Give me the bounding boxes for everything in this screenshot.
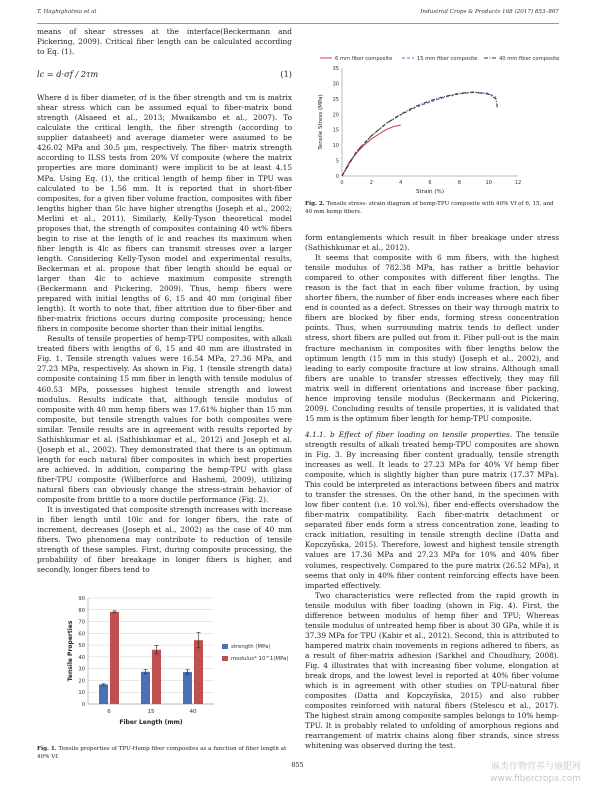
paragraph: means of shear stresses at the interface(Beckermann and Pickering, 2009). Critical fiber length can be calculated according to Eq. (1). <box>37 27 292 57</box>
right-column <box>305 233 559 751</box>
x-tick-label: 0 <box>340 180 344 186</box>
y-tick-label: 80 <box>78 607 85 614</box>
legend-label: strength (MPa) <box>231 644 271 650</box>
bar <box>152 650 161 704</box>
y-tick-label: 25 <box>332 96 339 103</box>
figure-1-bar-chart <box>64 592 299 738</box>
equation: lc = d·σf / 2τm <box>37 69 99 80</box>
y-axis-label: Tensile Stress (MPa) <box>318 94 324 150</box>
figure-2-line-chart <box>312 52 560 197</box>
x-tick-label: 2 <box>369 180 373 186</box>
bar <box>183 672 192 704</box>
section-heading: 4.1.1. b Effect of fiber loading on tensile properties. <box>305 429 513 439</box>
x-tick-label: 40 <box>189 709 197 715</box>
caption-text: Tensile stress- strain diagram of hemp-TPU composite with 40% Vf of 6, 15, and 40 mm hemp fibers. <box>305 201 554 215</box>
y-tick-label: 0 <box>335 174 339 180</box>
left-column <box>37 27 292 575</box>
watermark-line-1: 麻类作物营养与施肥网 <box>490 762 581 772</box>
legend-label: modulus* 10^1(MPa) <box>231 656 289 662</box>
y-tick-label: 30 <box>78 666 85 673</box>
paragraph: Where d is fiber diameter, σf is the fiber strength and τm is matrix shear stress which can be assumed equal to fiber-matrix bond strength (Alsaeed et al., 2013; Mwaikambo et al., 2007). To calculate the critical length, the fiber strength (according to supplier datasheet) and average diameter were assumed to be 426.02 MPa and 30.5 µm, respectively. The fiber- matrix strength according to ILSS tests from 20% Vf composite (where the matrix properties are more dominant) were implicit to be at least 4.15 MPa. Using Eq. (1), the critical length of hemp fiber in TPU was calculated to be 1.56 mm. It is reported that in short-fiber composites, for a given fiber volume fraction, composites with fiber lengths higher than 5lc have higher strengths (Joseph et al., 2002; Merlini et al., 2011). Similarly, Kelly-Tyson theoretical model proposes that, the strength of composites containing 40 wt% fibers begin to rise at the length of lc and reaches its maximum when fiber length is 4lc as fibers can transmit stresses over a larger length. Considering Kelly-Tyson model and experimental results, Beckerman et al. propose that fiber length should be equal or larger than 4lc to achieve maximum composite strength (Beckermann and Pickering, 2009). Thus, hemp fibers were prepared with initial lengths of 6, 15 and 40 mm (original fiber length). It worth to note that, fiber attrition due to fiber-fiber and fiber-matrix frictions occurs during composite processing; hence fibers in composite become shorter than their initial lengths. <box>37 93 292 334</box>
legend-swatch <box>222 656 228 661</box>
paragraph: It is investigated that composite strength increases with increase in fiber length until 10lc and for longer fibers, the rate of increment, decreases (Joseph et al., 2002) as the case of 40 mm fibers. Two phenomena may contribute to reduction of tensile strength of these samples. First, during composite processing, the probability of fiber breakage in longer fibers is higher, and secondly, longer fibers tend to <box>37 505 292 575</box>
x-tick-label: 6 <box>428 180 432 186</box>
x-tick-label: 10 <box>485 180 492 186</box>
caption-label: Fig. 1. <box>37 746 57 752</box>
paragraph: Results of tensile properties of hemp-TPU composites, with alkali treated fibers with lengths of 6, 15 and 40 mm are illustrated in Fig. 1. Tensile strength values were 16.54 MPa, 27.36 MPa, and 27.23 MPa, respectively. As shown in Fig. 1 (tensile strength data) composite containing 15 mm fiber in length with tensile modulus of 460.53 MPa, possesses highest tensile strength and lowest modulus. Results indicate that, although tensile modulus of composite with 40 mm hemp fibers was 17.61% higher than 15 mm composite, but tensile strength values for both composites were similar. Tensile results are in agreement with results reported by Sathishkumar et al. (Sathishkumar et al., 2012) and Joseph et al. (Joseph et al., 2002). They demonstrated that there is an optimum length for each natural fiber composites in which best properties are achieved. In addition, comparing the hemp-TPU with glass fiber-TPU composite (Wilberforce and Hashemi, 2009), utilizing natural fibers can obviously change the stress-strain behavior of composite from brittle to a more ductile performance (Fig. 2). <box>37 334 292 505</box>
y-tick-label: 10 <box>332 143 339 150</box>
caption-text: Tensile properties of TPU-Hemp fiber composites as a function of fiber length at 40% Vf. <box>37 746 287 760</box>
legend-swatch <box>222 644 228 649</box>
page-number: 855 <box>291 761 304 769</box>
figure-1-caption <box>37 746 292 761</box>
y-tick-label: 35 <box>332 66 339 72</box>
y-tick-label: 60 <box>78 631 85 638</box>
running-header-authors: T. Haghighatnia et al <box>37 9 97 15</box>
x-tick-label: 8 <box>457 180 461 186</box>
equation-block <box>37 59 292 89</box>
bar <box>141 672 150 704</box>
y-tick-label: 70 <box>78 619 85 626</box>
figure-2-caption <box>305 201 559 216</box>
caption-label: Fig. 2. <box>305 201 325 207</box>
paragraph: form entanglements which result in fiber breakage under stress (Sathishkumar et al., 2012). <box>305 233 559 253</box>
watermark <box>490 761 581 785</box>
y-tick-label: 30 <box>332 81 339 88</box>
y-tick-label: 5 <box>335 158 339 165</box>
watermark-line-2: www.fibercrops.com <box>490 774 581 784</box>
bar <box>99 685 108 704</box>
legend-label: 15 mm fiber composite <box>417 56 478 62</box>
running-header-journal: Industrial Crops & Products 168 (2017) 853–867 <box>420 9 559 15</box>
paragraph: Two characteristics were reflected from the rapid growth in tensile modulus with fiber loading (shown in Fig. 4). First, the difference between modulus of hemp fiber and TPU; Whereas tensile modulus of untreated hemp fiber is about 30 GPa, while it is 37.39 MPa for TPU (Kabir et al., 2012). Second, this is attributed to hampered matrix chain movements in regions adhered to fibers, as a result of fiber-matrix adhesion (Sarkhel and Choudhury, 2008). Fig. 4 illustrates that with increasing fiber volume, elongation at break drops, and the lowest level is reported at 40% fiber volume which is in agreement with other studies on TPU-natural fiber composites (Datta and Kopczyñska, 2015) and also rubber composites reinforced with natural fibers (Stelescu et al., 2017). The highest strain among composite samples belongs to 10% hemp-TPU. It is probably related to unfolding of amorphous regions and rearrangement of matrix chains along fiber strands, since stress whitening was observed during the test. <box>305 590 559 751</box>
x-tick-label: 4 <box>399 180 403 186</box>
header-rule <box>37 23 559 24</box>
y-tick-label: 90 <box>78 596 85 602</box>
y-tick-label: 15 <box>332 127 339 134</box>
y-tick-label: 20 <box>332 112 339 119</box>
y-tick-label: 40 <box>78 654 85 661</box>
x-axis-label: Fiber Length (mm) <box>119 719 183 726</box>
bar <box>194 640 203 704</box>
y-tick-label: 10 <box>78 690 85 697</box>
series-line <box>342 92 497 176</box>
legend-label: 40 mm fiber composite <box>499 56 560 62</box>
y-tick-label: 50 <box>78 643 85 650</box>
series-line <box>342 125 401 176</box>
equation-number: (1) <box>280 69 292 80</box>
legend-label: 6 mm fiber composite <box>335 56 393 62</box>
x-tick-label: 12 <box>514 180 522 186</box>
y-axis-label: Tensile Properties <box>67 620 74 682</box>
y-tick-label: 0 <box>81 702 85 708</box>
x-tick-label: 15 <box>147 709 155 715</box>
bar <box>110 612 119 704</box>
paragraph: The tensile strength results of alkali treated hemp-TPU composites are shown in Fig. 3. By increasing fiber content gradually, tensile strength increases as well. It leads to 27.23 MPa for 40% Vf hemp fiber composite, which is slightly higher than pure matrix (17.37 MPa). This could be interpreted as interactions between fibers and matrix to transfer the stresses. On the other hand, in the specimen with low fiber content (i.e. 10 vol.%), fiber end-effects overshadow the fiber-matrix compatibility. Each fiber-matrix detachment or separated fiber ends form a stress concentration zone, leading to crack initiation, resulting in tensile strength decline (Datta and Kopczyñska, 2015). Therefore, lowest and highest tensile strength values are 17.36 MPa and 27.23 MPa for 10% and 40% fiber volumes, respectively. Compared to the pure matrix (26.52 MPa), it seems that only in 40% fiber content reinforcing effects have been imparted effectively. <box>305 429 559 590</box>
paragraph: It seems that composite with 6 mm fibers, with the highest tensile modulus of 782.38 MPa, has rather a brittle behavior compared to other composites with different fiber lengths. The reason is the fact that in each fiber volume fraction, by using shorter fibers, the number of fiber ends increases where each fiber end is counted as a defect. Stresses on their way through matrix to fibers are blocked by fiber ends, forming stress concentration points. Thus, when surrounding matrix tends to deflect under stress, short fibers are pulled out from it. Fiber pull-out is the main fracture mechanism in composites with fiber lengths below the optimum length (15 mm in this study) (Joseph et al., 2002), and leading to early composite fracture at low strains. Although small fibers are unable to transfer stresses effectively, they may fill matrix well in different orientations and increase fiber packing, hence improving tensile modulus (Beckermann and Pickering, 2009). Concluding results of tensile properties, it is validated that 15 mm is the optimum fiber length for hemp-TPU composite. <box>305 253 559 423</box>
x-tick-label: 6 <box>107 709 111 715</box>
y-tick-label: 20 <box>78 678 85 685</box>
x-axis-label: Strain (%) <box>415 189 445 195</box>
